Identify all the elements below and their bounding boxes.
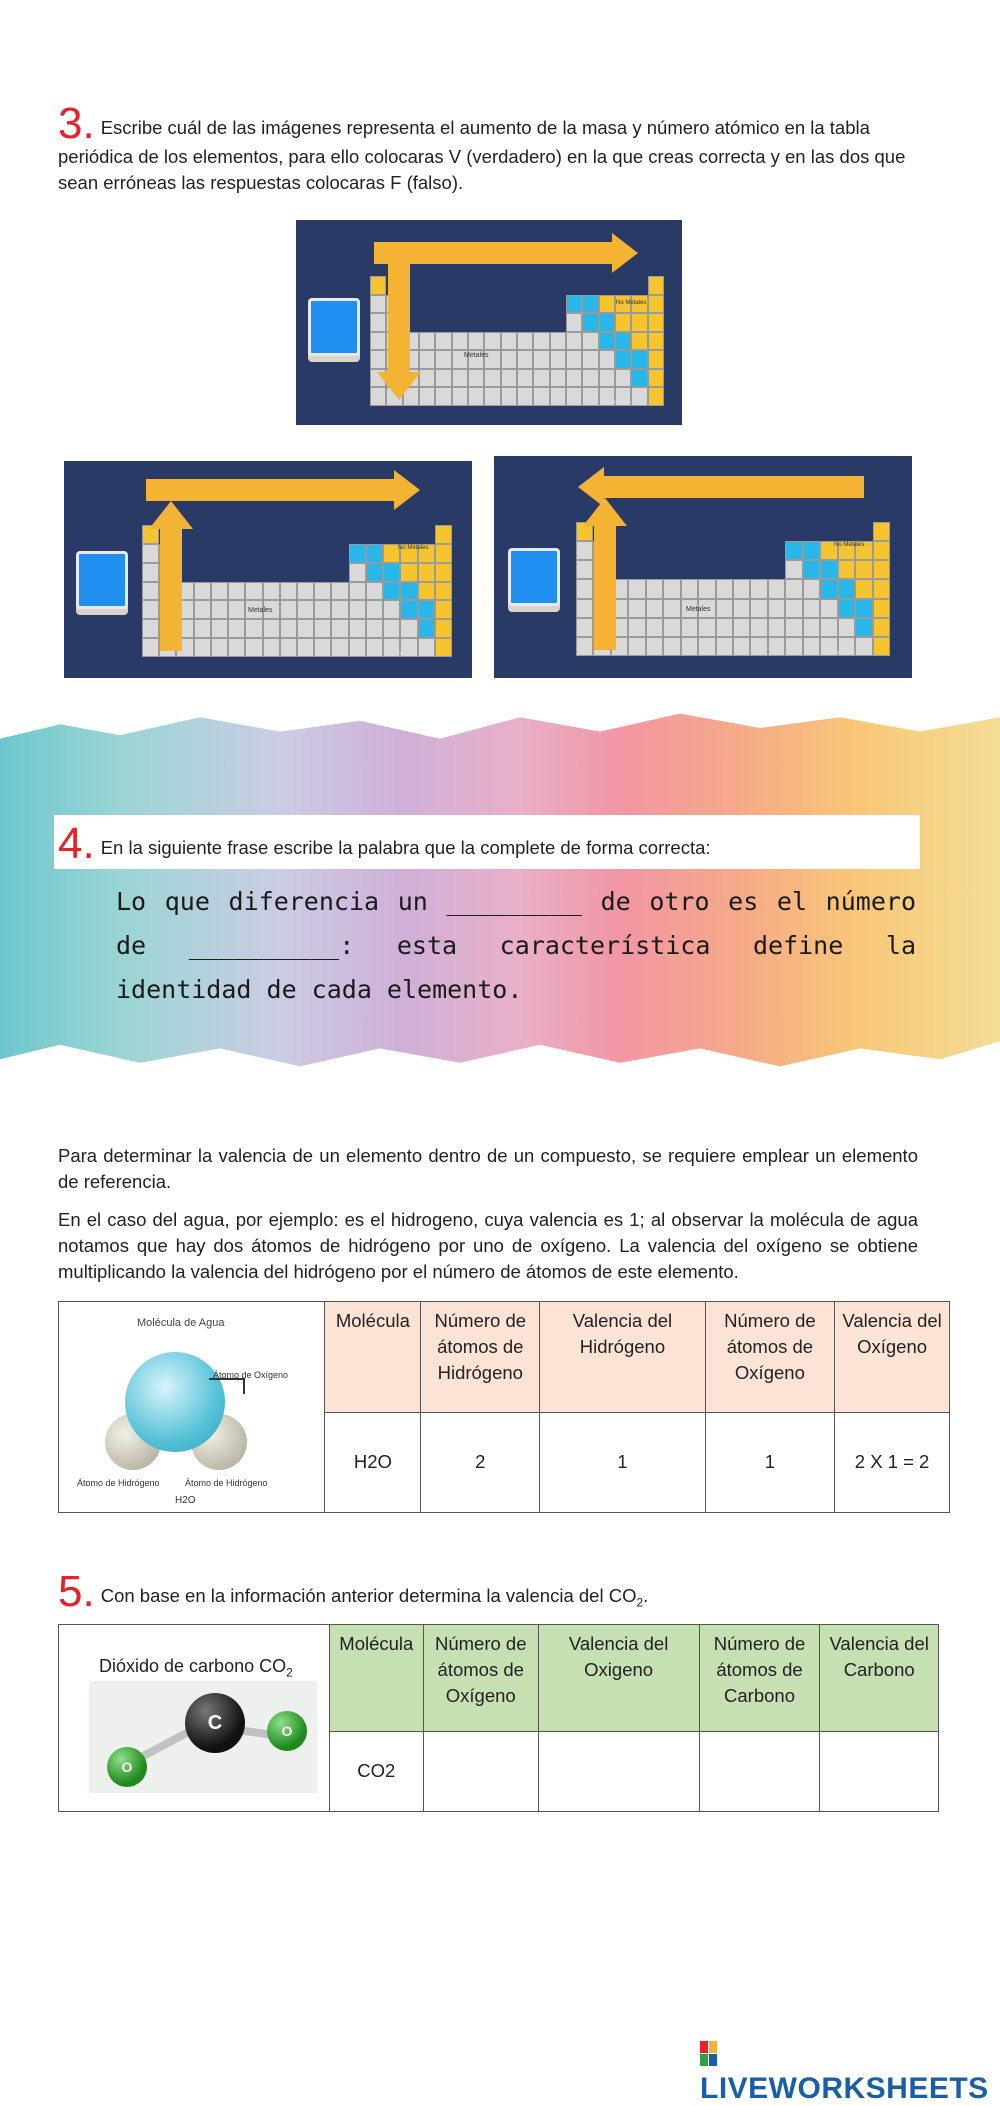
carbon-atom-label: C (207, 1712, 223, 1734)
periodic-cell (452, 369, 468, 388)
q5-number: 5. (58, 1567, 95, 1616)
q5-text: Con base en la información anterior determina la valencia del CO (100, 1585, 637, 1606)
periodic-cell (698, 618, 715, 637)
periodic-cell (366, 544, 383, 563)
periodic-cell (533, 350, 549, 369)
periodic-cell (194, 619, 211, 638)
periodic-cell (468, 387, 484, 406)
answer-box-a[interactable] (308, 298, 360, 356)
oxygen-atom-right (267, 1711, 307, 1751)
answer-box-c[interactable] (508, 548, 560, 606)
label-nometales-c: No Metales (834, 542, 865, 548)
periodic-cell (631, 313, 647, 332)
arrowhead-up-b (149, 501, 193, 529)
periodic-cell (435, 582, 452, 601)
periodic-cell (628, 618, 645, 637)
periodic-cell (400, 619, 417, 638)
periodic-cell (142, 619, 159, 638)
label-hydrogen-atom-right: Átomo de Hidrógeno (185, 1478, 268, 1488)
periodic-cell (370, 276, 386, 295)
periodic-cell (803, 560, 820, 579)
periodic-cell (599, 350, 615, 369)
periodic-cell (873, 599, 890, 618)
periodic-cell (838, 599, 855, 618)
periodic-cell (142, 563, 159, 582)
co2-input-atomos-o[interactable] (423, 1731, 538, 1811)
water-header-atomos-o: Número de átomos de Oxígeno (705, 1302, 835, 1413)
periodic-cell (576, 560, 593, 579)
periodic-cell (716, 579, 733, 598)
periodic-cell (418, 563, 435, 582)
arrow-down-a (388, 264, 410, 374)
oxygen-atom-left-label: O (121, 1759, 133, 1775)
periodic-cell (501, 387, 517, 406)
label-metaloides-c: Metaloides (826, 650, 856, 656)
periodic-cell (820, 618, 837, 637)
periodic-cell (663, 579, 680, 598)
periodic-cell (517, 350, 533, 369)
periodic-cell (435, 369, 451, 388)
periodic-cell (297, 600, 314, 619)
periodic-cell (383, 563, 400, 582)
periodic-cell (820, 579, 837, 598)
periodic-cell (768, 618, 785, 637)
oxygen-atom-left (107, 1747, 147, 1787)
periodic-cell (435, 619, 452, 638)
periodic-cell (648, 369, 664, 388)
periodic-cell (349, 600, 366, 619)
periodic-cell (280, 600, 297, 619)
periodic-cell (615, 369, 631, 388)
periodic-cell (418, 619, 435, 638)
periodic-cell (314, 619, 331, 638)
info-paragraph-1: Para determinar la valencia de un elemento dentro de un compuesto, se requiere emplear un elemento de referencia. (58, 1145, 918, 1192)
periodic-cell (855, 637, 872, 656)
periodic-cell (873, 541, 890, 560)
label-nometales-a: No Metales (616, 300, 647, 306)
periodic-cell (314, 600, 331, 619)
arrow-up-c (594, 524, 616, 650)
periodic-cell (566, 295, 582, 314)
liveworksheets-logo[interactable] (700, 2038, 1000, 2106)
periodic-cell (211, 600, 228, 619)
periodic-cell (533, 369, 549, 388)
co2-header-molecula: Molécula (329, 1625, 423, 1732)
co2-header-valencia-o: Valencia del Oxigeno (538, 1625, 699, 1732)
label-oxygen-atom: Átomo de Oxígeno (213, 1370, 289, 1380)
periodic-cell (631, 332, 647, 351)
label-metales-a: Metales (464, 352, 489, 359)
periodic-cell (681, 637, 698, 656)
periodic-cell (501, 332, 517, 351)
periodic-cell (582, 387, 598, 406)
periodic-cell (855, 618, 872, 637)
periodic-cell (785, 618, 802, 637)
periodic-table-b (142, 519, 452, 659)
periodic-cell (533, 387, 549, 406)
co2-input-valencia-c[interactable] (820, 1731, 939, 1811)
periodic-cell (142, 582, 159, 601)
arrow-right-a (374, 242, 614, 264)
carbon-atom (185, 1693, 245, 1753)
periodic-cell (419, 387, 435, 406)
q5-text-sub: 2 (636, 1595, 644, 1610)
periodic-cell (750, 579, 767, 598)
periodic-cell (733, 579, 750, 598)
arrowhead-up-c (583, 498, 627, 526)
periodic-cell (803, 541, 820, 560)
periodic-cell (566, 350, 582, 369)
periodic-cell (615, 313, 631, 332)
periodic-cell (768, 579, 785, 598)
periodic-cell (698, 637, 715, 656)
periodic-cell (435, 332, 451, 351)
periodic-cell (648, 295, 664, 314)
q4-prompt (58, 819, 918, 868)
periodic-cell (419, 350, 435, 369)
periodic-cell (435, 600, 452, 619)
periodic-cell (370, 313, 386, 332)
periodic-cell (314, 638, 331, 657)
periodic-cell (733, 637, 750, 656)
periodic-cell (435, 387, 451, 406)
periodic-cell (855, 560, 872, 579)
periodic-cell (484, 332, 500, 351)
periodic-cell (142, 638, 159, 657)
liveworksheets-logo-text: LIVEWORKSHEETS (700, 2072, 989, 2105)
periodic-cell (838, 560, 855, 579)
arrowhead-right-b (394, 470, 420, 510)
periodic-cell (245, 582, 262, 601)
q5-prompt (58, 1567, 918, 1616)
periodic-cell (517, 369, 533, 388)
periodic-cell (419, 369, 435, 388)
periodic-cell (648, 332, 664, 351)
periodic-cell (785, 560, 802, 579)
periodic-cell (297, 582, 314, 601)
periodic-cell (599, 295, 615, 314)
periodic-cell (803, 599, 820, 618)
periodic-cell (750, 618, 767, 637)
periodic-cell (383, 619, 400, 638)
periodic-cell (297, 619, 314, 638)
periodic-cell (418, 638, 435, 657)
periodic-cell (501, 350, 517, 369)
periodic-cell (698, 579, 715, 598)
periodic-cell (803, 637, 820, 656)
periodic-cell (349, 638, 366, 657)
arrowhead-down-a (377, 372, 421, 400)
periodic-cell (582, 369, 598, 388)
periodic-cell (803, 579, 820, 598)
periodic-cell (716, 599, 733, 618)
periodic-cell (855, 599, 872, 618)
water-cell-valencia-o: 2 X 1 = 2 (835, 1412, 950, 1512)
periodic-cell (681, 579, 698, 598)
periodic-cell (211, 582, 228, 601)
periodic-cell (452, 332, 468, 351)
periodic-cell (550, 387, 566, 406)
periodic-cell (838, 618, 855, 637)
periodic-cell (435, 563, 452, 582)
periodic-cell (263, 619, 280, 638)
periodic-cell (550, 350, 566, 369)
periodic-cell (733, 599, 750, 618)
periodic-cell (750, 599, 767, 618)
periodic-cell (873, 579, 890, 598)
periodic-cell (435, 544, 452, 563)
liveworksheets-logo-icon (700, 2041, 718, 2067)
periodic-cell (280, 619, 297, 638)
periodic-cell (646, 637, 663, 656)
periodic-cell (628, 599, 645, 618)
periodic-cell (750, 637, 767, 656)
periodic-cell (576, 618, 593, 637)
water-table (58, 1301, 950, 1513)
periodic-cell (517, 332, 533, 351)
label-hydrogen-atom-left: Átomo de Hidrógeno (77, 1478, 160, 1488)
periodic-cell (648, 387, 664, 406)
periodic-cell (366, 638, 383, 657)
periodic-cell (331, 600, 348, 619)
info-paragraph-2: En el caso del agua, por ejemplo: es el hidrogeno, cuya valencia es 1; al observar la molécula de agua notamos que hay dos átomos de hidrógeno por uno de oxígeno. La valencia del oxígeno se obtiene multiplicando la valencia del hidrógeno por el número de átomos de este elemento. (58, 1209, 918, 1282)
periodic-cell (873, 522, 890, 541)
periodic-cell (263, 638, 280, 657)
periodic-cell (566, 332, 582, 351)
water-header-molecula: Molécula (325, 1302, 421, 1413)
periodic-cell (631, 369, 647, 388)
periodic-cell (646, 579, 663, 598)
periodic-cell (648, 313, 664, 332)
periodic-cell (576, 579, 593, 598)
periodic-cell (663, 618, 680, 637)
co2-molecule-image (89, 1681, 317, 1793)
co2-image-title-text: Dióxido de carbono CO (99, 1656, 287, 1676)
periodic-cell (820, 599, 837, 618)
periodic-cell (785, 599, 802, 618)
periodic-cell (646, 599, 663, 618)
periodic-cell (599, 332, 615, 351)
periodic-cell (533, 332, 549, 351)
co2-input-atomos-c[interactable] (699, 1731, 820, 1811)
periodic-cell (228, 600, 245, 619)
periodic-cell (873, 560, 890, 579)
periodic-cell (803, 618, 820, 637)
periodic-cell (297, 638, 314, 657)
periodic-cell (211, 619, 228, 638)
periodic-table-c (576, 516, 890, 658)
periodic-cell (418, 582, 435, 601)
periodic-cell (331, 638, 348, 657)
water-header-valencia-o: Valencia del Oxígeno (835, 1302, 950, 1413)
water-cell-atomos-h: 2 (421, 1412, 540, 1512)
periodic-cell (383, 582, 400, 601)
arrow-left-c (602, 476, 864, 498)
water-header-valencia-h: Valencia del Hidrógeno (540, 1302, 705, 1413)
periodic-cell (599, 313, 615, 332)
periodic-cell (349, 582, 366, 601)
periodic-cell (681, 618, 698, 637)
periodic-cell (873, 637, 890, 656)
periodic-cell (566, 369, 582, 388)
periodic-panel-a[interactable] (296, 220, 682, 425)
answer-box-b[interactable] (76, 551, 128, 609)
periodic-panel-b[interactable] (64, 461, 472, 678)
periodic-cell (366, 600, 383, 619)
arrow-right-b (146, 479, 396, 501)
periodic-cell (768, 637, 785, 656)
periodic-cell (820, 560, 837, 579)
periodic-cell (550, 369, 566, 388)
oxygen-atom (125, 1352, 225, 1452)
label-metaloides-a: Metaloides (602, 400, 632, 406)
periodic-cell (142, 544, 159, 563)
arrowhead-right-a (612, 233, 638, 273)
periodic-cell (435, 525, 452, 544)
water-cell-molecula: H2O (325, 1412, 421, 1512)
periodic-cell (383, 600, 400, 619)
co2-image-cell (59, 1625, 330, 1812)
periodic-cell (628, 579, 645, 598)
periodic-cell (615, 350, 631, 369)
water-formula-label: H2O (175, 1495, 196, 1506)
periodic-cell (576, 599, 593, 618)
periodic-cell (501, 369, 517, 388)
water-image-cell (59, 1302, 325, 1513)
q5-text-suffix: . (643, 1585, 649, 1606)
periodic-cell (576, 637, 593, 656)
periodic-cell (435, 350, 451, 369)
periodic-cell (400, 582, 417, 601)
q3-number: 3. (58, 99, 95, 148)
co2-header-atomos-c: Número de átomos de Carbono (699, 1625, 820, 1732)
periodic-cell (484, 369, 500, 388)
oxygen-atom-right-label: O (281, 1723, 293, 1739)
periodic-cell (582, 350, 598, 369)
co2-table (58, 1624, 939, 1812)
periodic-cell (566, 313, 582, 332)
q3-prompt (58, 99, 918, 196)
periodic-cell (194, 582, 211, 601)
q4-number: 4. (58, 819, 95, 868)
periodic-cell (349, 619, 366, 638)
co2-header-atomos-o: Número de átomos de Oxígeno (423, 1625, 538, 1732)
periodic-cell (366, 619, 383, 638)
co2-header-valencia-c: Valencia del Carbono (820, 1625, 939, 1732)
periodic-cell (400, 600, 417, 619)
periodic-cell (785, 637, 802, 656)
periodic-cell (663, 637, 680, 656)
label-nometales-b: No Metales (398, 545, 429, 551)
periodic-cell (370, 295, 386, 314)
periodic-cell (631, 350, 647, 369)
periodic-cell (194, 600, 211, 619)
periodic-cell (733, 618, 750, 637)
periodic-cell (418, 600, 435, 619)
arrow-up-b (160, 527, 182, 651)
periodic-cell (370, 350, 386, 369)
periodic-cell (615, 332, 631, 351)
periodic-cell (855, 579, 872, 598)
periodic-cell (280, 582, 297, 601)
co2-input-valencia-o[interactable] (538, 1731, 699, 1811)
periodic-cell (873, 618, 890, 637)
periodic-cell (599, 369, 615, 388)
periodic-cell (366, 582, 383, 601)
label-metaloides-b: Metaloides (388, 651, 418, 657)
periodic-cell (211, 638, 228, 657)
periodic-cell (468, 332, 484, 351)
label-metales-b: Metales (248, 607, 273, 614)
periodic-cell (716, 637, 733, 656)
water-header-atomos-h: Número de átomos de Hidrógeno (421, 1302, 540, 1413)
periodic-cell (245, 619, 262, 638)
periodic-cell (648, 276, 664, 295)
periodic-cell (280, 638, 297, 657)
periodic-cell (785, 541, 802, 560)
periodic-cell (435, 638, 452, 657)
q4-text: En la siguiente frase escribe la palabra que la complete de forma correcta: (100, 837, 711, 858)
periodic-cell (370, 332, 386, 351)
periodic-cell (400, 563, 417, 582)
label-metales-c: Metales (686, 606, 711, 613)
q3-text: Escribe cuál de las imágenes representa el aumento de la masa y número atómico en la tabla periódica de los elementos, para ello colocaras V (verdadero) en la que creas correcta y en las dos que sean erróneas las respuestas colocaras F (falso). (58, 117, 906, 193)
periodic-cell (245, 638, 262, 657)
periodic-cell (768, 599, 785, 618)
periodic-cell (663, 599, 680, 618)
periodic-cell (194, 638, 211, 657)
periodic-cell (484, 387, 500, 406)
periodic-cell (648, 350, 664, 369)
periodic-cell (366, 563, 383, 582)
water-image-title: Molécula de Agua (137, 1317, 225, 1329)
periodic-cell (582, 313, 598, 332)
periodic-cell (349, 544, 366, 563)
periodic-cell (452, 387, 468, 406)
periodic-cell (628, 637, 645, 656)
periodic-cell (646, 618, 663, 637)
periodic-cell (582, 295, 598, 314)
periodic-cell (582, 332, 598, 351)
periodic-cell (566, 387, 582, 406)
co2-cell-molecula: CO2 (329, 1731, 423, 1811)
periodic-cell (263, 582, 280, 601)
periodic-cell (838, 579, 855, 598)
periodic-cell (142, 600, 159, 619)
periodic-cell (716, 618, 733, 637)
q4-sentence[interactable]: Lo que diferencia un _________ de otro es el número de __________: esta característica define la identidad de cada elemento. (116, 887, 916, 1004)
periodic-cell (349, 563, 366, 582)
periodic-cell (517, 387, 533, 406)
periodic-cell (314, 582, 331, 601)
periodic-cell (228, 638, 245, 657)
periodic-cell (228, 582, 245, 601)
periodic-cell (631, 387, 647, 406)
periodic-cell (331, 582, 348, 601)
periodic-cell (468, 369, 484, 388)
periodic-cell (785, 579, 802, 598)
periodic-cell (228, 619, 245, 638)
water-cell-valencia-h: 1 (540, 1412, 705, 1512)
periodic-cell (331, 619, 348, 638)
periodic-cell (576, 541, 593, 560)
co2-image-title-sub: 2 (286, 1665, 293, 1680)
periodic-panel-c[interactable] (494, 456, 912, 678)
periodic-cell (550, 332, 566, 351)
periodic-cell (419, 332, 435, 351)
water-cell-atomos-o: 1 (705, 1412, 835, 1512)
